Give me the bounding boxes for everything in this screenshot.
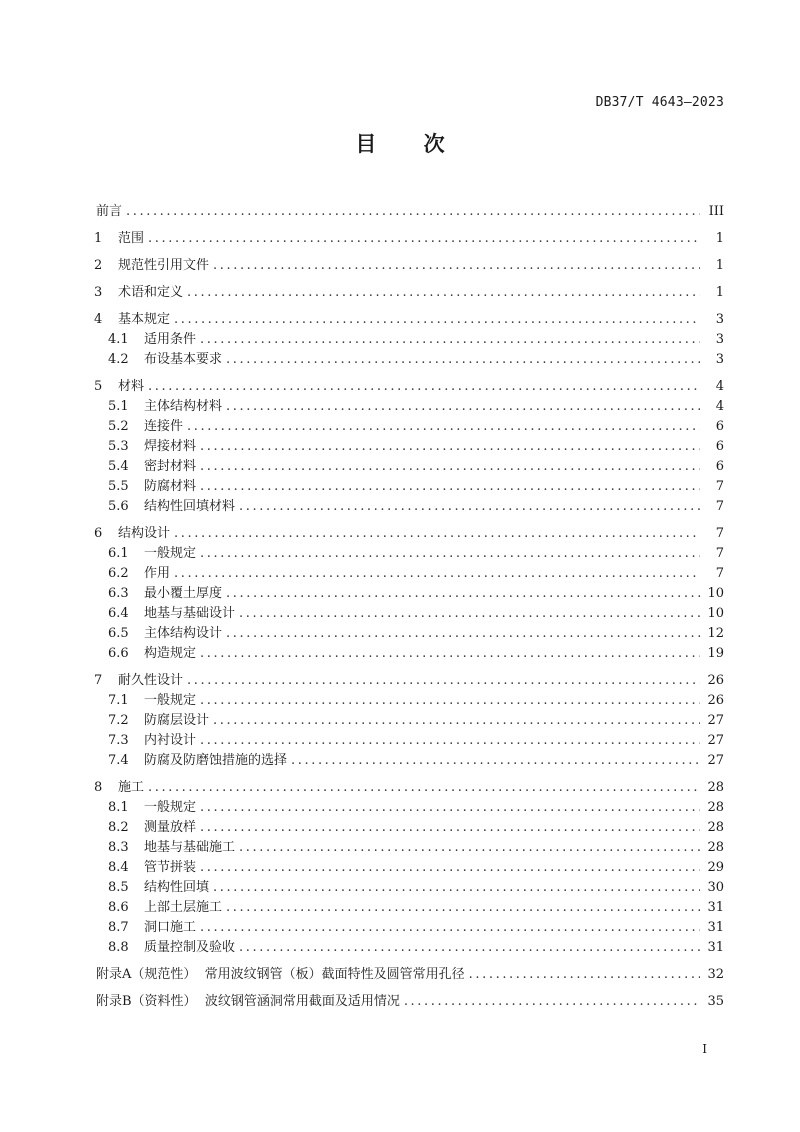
toc-entry-label: 结构性回填 bbox=[144, 880, 210, 895]
toc-entry-number: 6.1 bbox=[108, 546, 129, 561]
toc-entry-label: 术语和定义 bbox=[118, 285, 184, 300]
toc-leader-dots bbox=[404, 992, 700, 1012]
table-of-contents bbox=[94, 202, 724, 1012]
toc-entry-label: 前言 bbox=[96, 204, 123, 219]
toc-entry-label: 一般规定 bbox=[144, 800, 197, 815]
toc-entry[interactable] bbox=[94, 644, 724, 664]
toc-entry-page: 1 bbox=[715, 285, 724, 300]
toc-leader-dots bbox=[174, 310, 700, 330]
toc-entry-label: 上部土层施工 bbox=[144, 900, 223, 915]
toc-entry-page: 1 bbox=[715, 231, 724, 246]
toc-entry[interactable] bbox=[94, 437, 724, 457]
toc-entry-label: 最小覆土厚度 bbox=[144, 586, 223, 601]
toc-entry-page: 10 bbox=[707, 606, 724, 621]
toc-entry[interactable] bbox=[94, 524, 724, 544]
toc-leader-dots bbox=[226, 350, 700, 370]
toc-leader-dots bbox=[200, 731, 700, 751]
toc-entry-page: 10 bbox=[707, 586, 724, 601]
toc-entry-label: 施工 bbox=[118, 780, 145, 795]
toc-entry-page: 4 bbox=[715, 399, 724, 414]
toc-entry-page: 35 bbox=[707, 994, 724, 1009]
toc-entry-number: 4.1 bbox=[108, 332, 129, 347]
toc-leader-dots bbox=[174, 524, 700, 544]
toc-entry-page: 3 bbox=[715, 352, 724, 367]
page-number: I bbox=[702, 1042, 707, 1056]
toc-entry-label: 结构设计 bbox=[118, 526, 171, 541]
toc-entry-number: 1 bbox=[94, 231, 103, 246]
toc-entry-number: 8.2 bbox=[108, 820, 129, 835]
toc-entry-number: 6.6 bbox=[108, 646, 129, 661]
toc-entry-page: 29 bbox=[707, 860, 724, 875]
toc-entry-number: 5.2 bbox=[108, 419, 129, 434]
toc-entry-label: 耐久性设计 bbox=[118, 673, 184, 688]
toc-entry-number: 8.7 bbox=[108, 920, 129, 935]
toc-entry-label: 附录A（规范性） 常用波纹钢管（板）截面特性及圆管常用孔径 bbox=[96, 967, 465, 982]
toc-leader-dots bbox=[148, 229, 700, 249]
toc-entry-page: 7 bbox=[715, 546, 724, 561]
toc-entry[interactable] bbox=[94, 938, 724, 958]
toc-entry-page: 30 bbox=[707, 880, 724, 895]
toc-entry-number: 7.3 bbox=[108, 733, 129, 748]
toc-entry-page: 7 bbox=[715, 566, 724, 581]
toc-entry[interactable] bbox=[94, 310, 724, 330]
toc-entry-label: 一般规定 bbox=[144, 546, 197, 561]
toc-entry-label: 连接件 bbox=[144, 419, 184, 434]
toc-entry-page: 27 bbox=[707, 713, 724, 728]
toc-leader-dots bbox=[213, 711, 700, 731]
toc-entry-number: 8.8 bbox=[108, 940, 129, 955]
toc-entry[interactable] bbox=[94, 858, 724, 878]
toc-entry[interactable] bbox=[94, 229, 724, 249]
toc-entry-number: 5.3 bbox=[108, 439, 129, 454]
toc-entry-page: III bbox=[708, 204, 724, 219]
toc-entry-number: 8.4 bbox=[108, 860, 129, 875]
toc-entry[interactable] bbox=[94, 283, 724, 303]
toc-entry[interactable] bbox=[94, 965, 724, 985]
toc-leader-dots bbox=[126, 202, 700, 222]
toc-entry-page: 4 bbox=[715, 379, 724, 394]
toc-entry[interactable] bbox=[94, 604, 724, 624]
toc-entry-page: 28 bbox=[707, 800, 724, 815]
toc-leader-dots bbox=[239, 938, 700, 958]
toc-leader-dots bbox=[226, 624, 700, 644]
toc-entry[interactable] bbox=[94, 751, 724, 771]
toc-leader-dots bbox=[200, 918, 700, 938]
toc-entry[interactable] bbox=[94, 878, 724, 898]
toc-entry-number: 8.6 bbox=[108, 900, 129, 915]
toc-entry-label: 规范性引用文件 bbox=[118, 258, 210, 273]
toc-entry-label: 附录B（资料性） 波纹钢管涵洞常用截面及适用情况 bbox=[96, 994, 400, 1009]
toc-entry-number: 5.1 bbox=[108, 399, 129, 414]
toc-entry-label: 主体结构材料 bbox=[144, 399, 223, 414]
toc-entry-label: 一般规定 bbox=[144, 693, 197, 708]
toc-leader-dots bbox=[187, 671, 700, 691]
toc-entry[interactable] bbox=[94, 457, 724, 477]
toc-entry-number: 6.3 bbox=[108, 586, 129, 601]
toc-entry-number: 2 bbox=[94, 258, 103, 273]
toc-entry-page: 12 bbox=[707, 626, 724, 641]
toc-entry-label: 防腐材料 bbox=[144, 479, 197, 494]
toc-leader-dots bbox=[200, 818, 700, 838]
toc-entry-number: 5.4 bbox=[108, 459, 129, 474]
toc-entry-label: 主体结构设计 bbox=[144, 626, 223, 641]
toc-leader-dots bbox=[148, 377, 700, 397]
toc-entry-number: 6.2 bbox=[108, 566, 129, 581]
toc-entry[interactable] bbox=[94, 584, 724, 604]
toc-entry[interactable] bbox=[94, 564, 724, 584]
toc-entry-label: 地基与基础施工 bbox=[144, 840, 236, 855]
toc-leader-dots bbox=[226, 584, 700, 604]
toc-entry-page: 7 bbox=[715, 479, 724, 494]
toc-entry-page: 26 bbox=[707, 693, 724, 708]
toc-entry-label: 测量放样 bbox=[144, 820, 197, 835]
toc-entry-number: 8.3 bbox=[108, 840, 129, 855]
toc-entry-number: 3 bbox=[94, 285, 103, 300]
toc-entry-label: 材料 bbox=[118, 379, 145, 394]
toc-entry-label: 布设基本要求 bbox=[144, 352, 223, 367]
document-code: DB37/T 4643—2023 bbox=[595, 95, 724, 110]
toc-entry-label: 管节拼装 bbox=[144, 860, 197, 875]
toc-entry-label: 结构性回填材料 bbox=[144, 499, 236, 514]
toc-entry-number: 8.1 bbox=[108, 800, 129, 815]
toc-leader-dots bbox=[291, 751, 700, 771]
toc-leader-dots bbox=[187, 283, 700, 303]
toc-entry[interactable] bbox=[94, 838, 724, 858]
toc-leader-dots bbox=[200, 798, 700, 818]
toc-entry[interactable] bbox=[94, 691, 724, 711]
toc-entry[interactable] bbox=[94, 377, 724, 397]
toc-entry-label: 构造规定 bbox=[144, 646, 197, 661]
toc-leader-dots bbox=[239, 838, 700, 858]
toc-entry-number: 4.2 bbox=[108, 352, 129, 367]
toc-entry-page: 27 bbox=[707, 733, 724, 748]
toc-entry-number: 7.2 bbox=[108, 713, 129, 728]
toc-leader-dots bbox=[469, 965, 700, 985]
toc-entry-label: 防腐及防磨蚀措施的选择 bbox=[144, 753, 288, 768]
toc-entry-number: 6.5 bbox=[108, 626, 129, 641]
toc-entry-page: 1 bbox=[715, 258, 724, 273]
toc-entry-number: 7.1 bbox=[108, 693, 129, 708]
toc-entry-label: 适用条件 bbox=[144, 332, 197, 347]
toc-entry-page: 6 bbox=[715, 419, 724, 434]
toc-leader-dots bbox=[213, 878, 700, 898]
toc-leader-dots bbox=[213, 256, 700, 276]
toc-entry[interactable] bbox=[94, 417, 724, 437]
toc-entry-page: 31 bbox=[707, 920, 724, 935]
toc-entry-label: 范围 bbox=[118, 231, 145, 246]
toc-leader-dots bbox=[200, 544, 700, 564]
toc-entry[interactable] bbox=[94, 256, 724, 276]
toc-entry-number: 8.5 bbox=[108, 880, 129, 895]
toc-entry-page: 27 bbox=[707, 753, 724, 768]
toc-entry-page: 28 bbox=[707, 780, 724, 795]
toc-leader-dots bbox=[239, 497, 700, 517]
toc-leader-dots bbox=[148, 778, 700, 798]
toc-entry-label: 焊接材料 bbox=[144, 439, 197, 454]
toc-entry-page: 26 bbox=[707, 673, 724, 688]
toc-leader-dots bbox=[200, 330, 700, 350]
toc-entry-number: 7.4 bbox=[108, 753, 129, 768]
toc-entry-number: 6.4 bbox=[108, 606, 129, 621]
toc-entry[interactable] bbox=[94, 330, 724, 350]
toc-entry[interactable] bbox=[94, 671, 724, 691]
toc-entry-page: 19 bbox=[707, 646, 724, 661]
toc-entry[interactable] bbox=[94, 992, 724, 1012]
toc-entry[interactable] bbox=[94, 711, 724, 731]
toc-leader-dots bbox=[200, 644, 700, 664]
toc-entry-page: 28 bbox=[707, 820, 724, 835]
toc-entry[interactable] bbox=[94, 731, 724, 751]
page-title: 目 次 bbox=[355, 132, 445, 156]
toc-entry-label: 质量控制及验收 bbox=[144, 940, 236, 955]
toc-entry-label: 地基与基础设计 bbox=[144, 606, 236, 621]
toc-entry-label: 内衬设计 bbox=[144, 733, 197, 748]
toc-entry[interactable] bbox=[94, 918, 724, 938]
toc-leader-dots bbox=[200, 858, 700, 878]
toc-entry-page: 31 bbox=[707, 940, 724, 955]
toc-entry[interactable] bbox=[94, 624, 724, 644]
toc-entry-number: 8 bbox=[94, 780, 103, 795]
toc-leader-dots bbox=[187, 417, 700, 437]
toc-entry[interactable] bbox=[94, 898, 724, 918]
toc-entry[interactable] bbox=[94, 544, 724, 564]
toc-leader-dots bbox=[226, 898, 700, 918]
toc-entry-number: 6 bbox=[94, 526, 103, 541]
toc-leader-dots bbox=[200, 457, 700, 477]
toc-entry[interactable] bbox=[94, 818, 724, 838]
toc-entry-number: 4 bbox=[94, 312, 103, 327]
toc-entry-number: 5.6 bbox=[108, 499, 129, 514]
toc-entry-page: 7 bbox=[715, 526, 724, 541]
toc-entry-page: 3 bbox=[715, 312, 724, 327]
toc-entry-number: 7 bbox=[94, 673, 103, 688]
toc-entry[interactable] bbox=[94, 497, 724, 517]
toc-entry-label: 防腐层设计 bbox=[144, 713, 210, 728]
toc-entry-label: 洞口施工 bbox=[144, 920, 197, 935]
toc-entry-page: 6 bbox=[715, 439, 724, 454]
toc-entry-number: 5.5 bbox=[108, 479, 129, 494]
toc-entry-label: 作用 bbox=[144, 566, 171, 581]
toc-entry[interactable] bbox=[94, 350, 724, 370]
toc-entry-page: 3 bbox=[715, 332, 724, 347]
toc-entry-page: 7 bbox=[715, 499, 724, 514]
toc-leader-dots bbox=[200, 691, 700, 711]
toc-entry-page: 28 bbox=[707, 840, 724, 855]
toc-entry-page: 32 bbox=[707, 967, 724, 982]
toc-entry[interactable] bbox=[94, 397, 724, 417]
toc-entry-page: 31 bbox=[707, 900, 724, 915]
toc-entry-label: 密封材料 bbox=[144, 459, 197, 474]
toc-entry[interactable] bbox=[94, 798, 724, 818]
toc-leader-dots bbox=[226, 397, 700, 417]
toc-leader-dots bbox=[239, 604, 700, 624]
toc-entry[interactable] bbox=[94, 477, 724, 497]
toc-leader-dots bbox=[200, 437, 700, 457]
toc-leader-dots bbox=[200, 477, 700, 497]
toc-entry[interactable] bbox=[94, 202, 724, 222]
toc-entry-number: 5 bbox=[94, 379, 103, 394]
toc-entry-page: 6 bbox=[715, 459, 724, 474]
toc-entry-label: 基本规定 bbox=[118, 312, 171, 327]
toc-entry[interactable] bbox=[94, 778, 724, 798]
toc-leader-dots bbox=[174, 564, 700, 584]
